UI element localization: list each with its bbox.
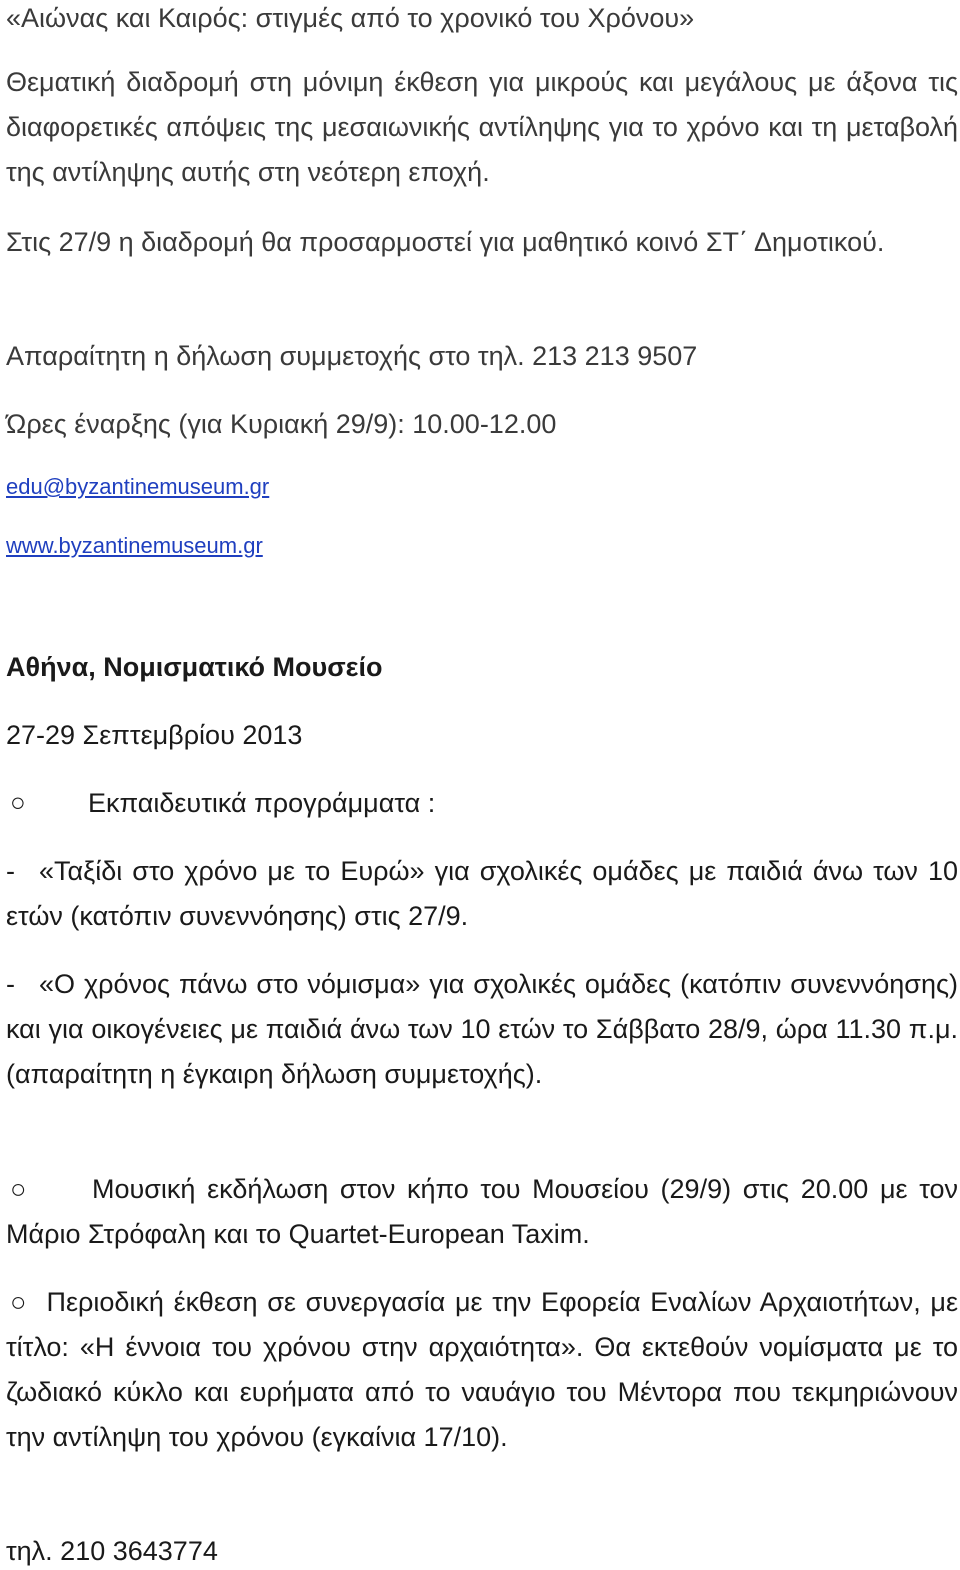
exhibition-paragraph — [6, 1280, 958, 1460]
program-2 — [6, 962, 958, 1097]
music-event — [6, 1167, 958, 1257]
bullet-icon: ○ — [10, 787, 26, 817]
program-1 — [6, 849, 958, 939]
intro-paragraph: Θεματική διαδρομή στη μόνιμη έκθεση για μικρούς και μεγάλους με άξονα τις διαφορετικές απόψεις της μεσαιωνικής αντίληψης για το χρόνο και τη μεταβολή της αντίληψης αυτής στη νεότερη εποχή. — [6, 67, 958, 187]
bullet-icon: ○ — [10, 1174, 27, 1204]
registration-text: Απαραίτητη η δήλωση συμμετοχής στο τηλ. 213 213 9507 — [6, 341, 698, 371]
venue-heading: Αθήνα, Νομισματικό Μουσείο — [6, 652, 383, 682]
website-link[interactable]: www.byzantinemuseum.gr — [6, 533, 263, 558]
exhibition-text: Περιοδική έκθεση σε συνεργασία με την Εφορεία Εναλίων Αρχαιοτήτων, με τίτλο: «Η έννοια του χρόνου στην αρχαιότητα». Θα εκτεθούν νομίσματα με το ζωδιακό κύκλο και ευρήματα από το ναυάγιο του Μέντορα που τεκμηριώνουν την αντίληψη του χρόνου (εγκαίνια 17/10). — [6, 1287, 959, 1452]
bullet-icon: ○ — [10, 1287, 29, 1317]
phone-text: τηλ. 210 3643774 — [6, 1536, 218, 1566]
dates-text: 27-29 Σεπτεμβρίου 2013 — [6, 720, 303, 750]
dash-marker: - — [6, 856, 15, 886]
hours-text: Ώρες έναρξης (για Κυριακή 29/9): 10.00-12.00 — [6, 409, 557, 439]
music-event-text: Μουσική εκδήλωση στον κήπο του Μουσείου (29/9) στις 20.00 με τον Μάριο Στρόφαλη και το Quartet-European Taxim. — [6, 1174, 958, 1249]
email-link[interactable]: edu@byzantinemuseum.gr — [6, 474, 270, 499]
dash-marker: - — [6, 969, 15, 999]
adaptation-paragraph: Στις 27/9 η διαδρομή θα προσαρμοστεί για μαθητικό κοινό ΣΤ΄ Δημοτικού. — [6, 227, 885, 257]
programs-heading: Εκπαιδευτικά προγράμματα : — [88, 788, 436, 818]
program-1-text: «Ταξίδι στο χρόνο με το Ευρώ» για σχολικές ομάδες με παιδιά άνω των 10 ετών (κατόπιν συνεννόησης) στις 27/9. — [6, 856, 958, 931]
program-2-text: «Ο χρόνος πάνω στο νόμισμα» για σχολικές ομάδες (κατόπιν συνεννόησης) και για οικογένειες με παιδιά άνω των 10 ετών το Σάββατο 28/9, ώρα 11.30 π.μ. (απαραίτητη η έγκαιρη δήλωση συμμετοχής). — [6, 969, 958, 1089]
event-title: «Αιώνας και Καιρός: στιγμές από το χρονικό του Χρόνου» — [6, 3, 695, 33]
